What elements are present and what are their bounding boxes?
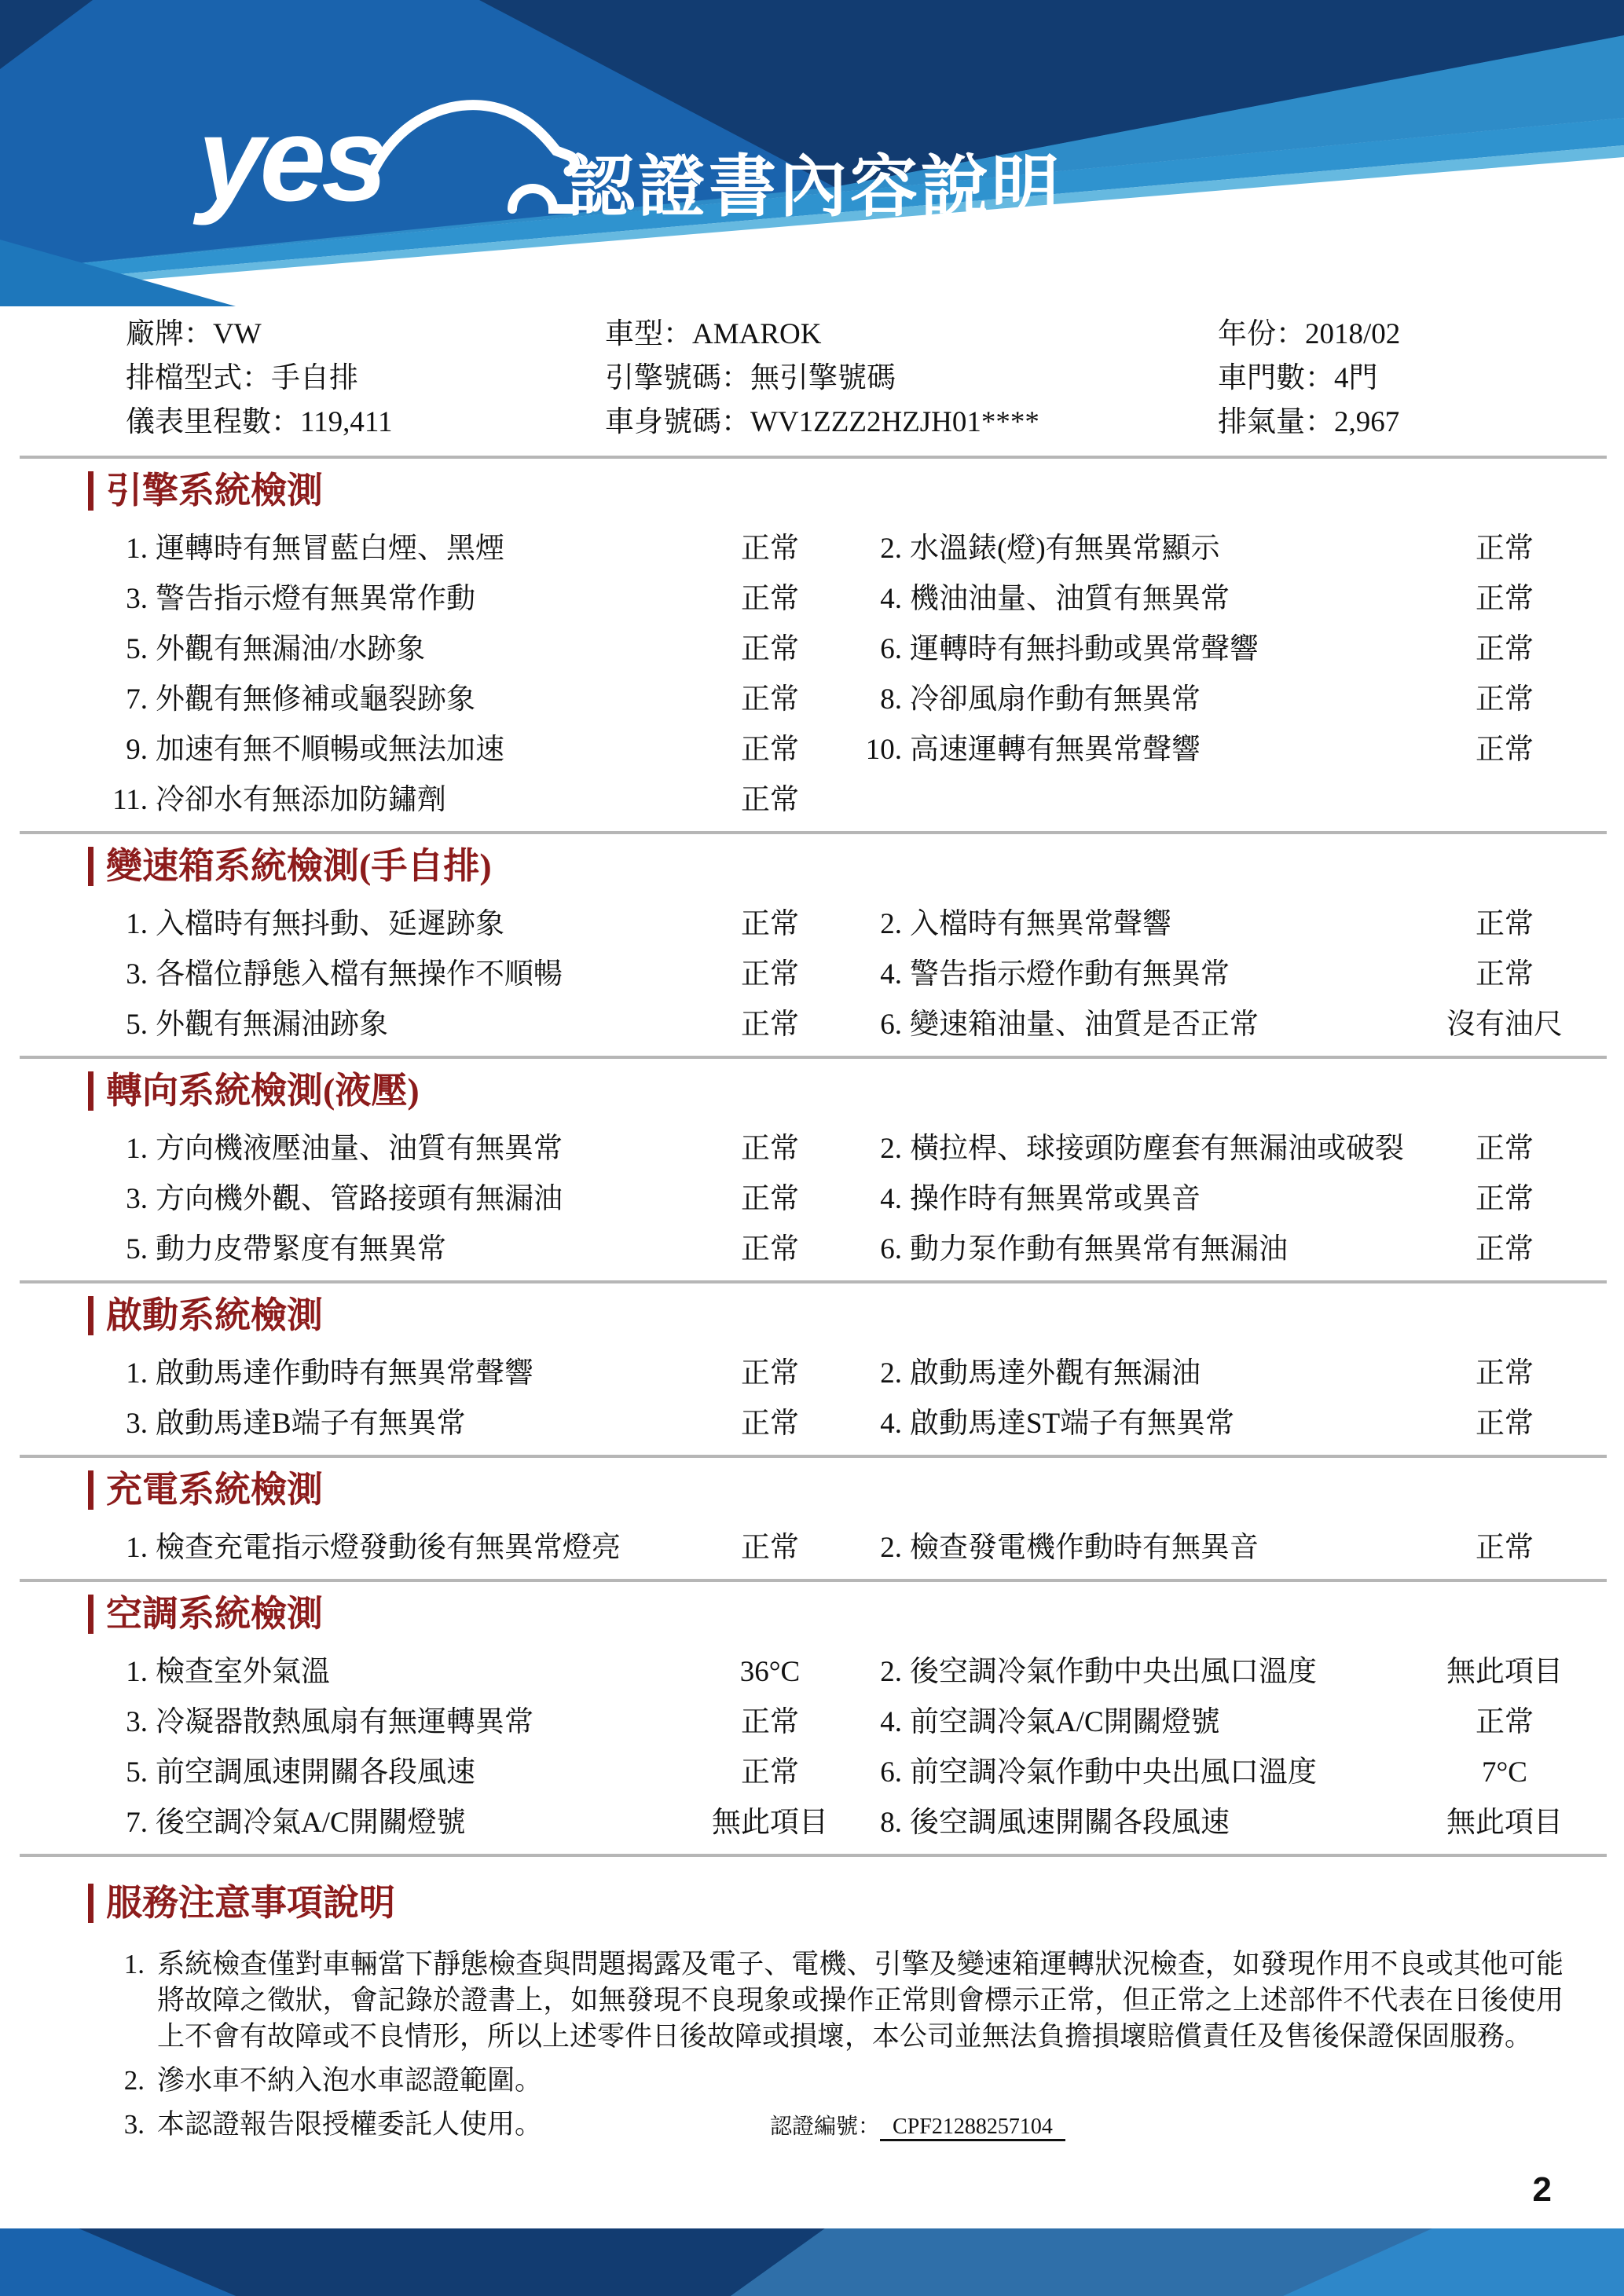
item-number: 9. — [126, 734, 148, 766]
item-result: 正常 — [741, 1133, 799, 1165]
vehicle-info-cell — [1218, 357, 1624, 401]
item-result: 正常 — [1476, 958, 1534, 991]
item-number: 5. — [126, 633, 148, 665]
info-label: 排檔型式： — [126, 362, 271, 394]
item-label: 冷卻風扇作動有無異常 — [910, 683, 1201, 716]
item-number: 3. — [126, 1183, 148, 1215]
item-result: 無此項目 — [1446, 1807, 1563, 1839]
info-label: 廠牌： — [126, 318, 213, 350]
item-result: 正常 — [741, 533, 799, 565]
item-number: 2. — [880, 1656, 902, 1688]
item-number: 2. — [880, 908, 902, 940]
item-result: 正常 — [1476, 1408, 1534, 1440]
check-item — [856, 906, 1583, 943]
item-result: 正常 — [741, 958, 799, 991]
footer-banner — [0, 2228, 1624, 2296]
check-item — [102, 1755, 849, 1791]
check-item — [102, 782, 849, 818]
item-label: 警告指示燈有無異常作動 — [156, 583, 475, 615]
check-item — [856, 1181, 1583, 1218]
item-label: 啟動馬達作動時有無異常聲響 — [156, 1357, 533, 1390]
item-number: 3. — [126, 583, 148, 615]
note-item — [104, 1946, 1624, 2055]
item-label: 入檔時有無異常聲響 — [910, 908, 1171, 940]
item-result: 正常 — [741, 1357, 799, 1390]
item-result: 正常 — [741, 1532, 799, 1564]
header-title: 認證書內容說明 — [567, 149, 1062, 225]
vehicle-info-cell — [126, 401, 605, 445]
item-number: 5. — [126, 1009, 148, 1041]
item-label: 檢查室外氣溫 — [156, 1656, 330, 1688]
section-divider — [20, 831, 1607, 834]
section-divider — [20, 456, 1607, 459]
section-divider — [20, 1280, 1607, 1283]
check-item — [856, 732, 1583, 768]
item-number: 6. — [880, 1756, 902, 1789]
check-item — [856, 632, 1583, 668]
check-item — [102, 581, 849, 617]
note-item — [104, 2107, 1624, 2145]
info-value: 4門 — [1334, 362, 1378, 394]
section-title — [88, 1595, 1624, 1634]
check-item — [856, 1007, 1583, 1043]
item-label: 入檔時有無抖動、延遲跡象 — [156, 908, 504, 940]
info-label: 引擎號碼： — [605, 362, 750, 394]
check-item — [856, 1131, 1583, 1167]
header-banner — [0, 0, 1624, 306]
check-item — [856, 682, 1583, 718]
item-number: 4. — [880, 1706, 902, 1738]
item-result: 正常 — [741, 1756, 799, 1789]
item-label: 變速箱油量、油質是否正常 — [910, 1009, 1259, 1041]
section-divider — [20, 1854, 1607, 1857]
item-number: 7. — [126, 683, 148, 716]
item-number: 8. — [880, 1807, 902, 1839]
section-title-text: 變速箱系統檢測(手自排) — [106, 846, 492, 886]
item-number: 4. — [880, 958, 902, 991]
item-result: 36°C — [739, 1656, 801, 1688]
check-item — [856, 1530, 1583, 1566]
vehicle-info — [126, 313, 1624, 445]
item-result: 正常 — [1476, 1706, 1534, 1738]
item-label: 後空調風速開關各段風速 — [910, 1807, 1230, 1839]
section-title-bar — [88, 471, 93, 511]
section-steering — [0, 1071, 1624, 1268]
check-item — [856, 1805, 1583, 1841]
item-result: 正常 — [741, 633, 799, 665]
vehicle-info-cell — [605, 357, 1218, 401]
item-label: 加速有無不順暢或無法加速 — [156, 734, 504, 766]
vehicle-info-cell — [605, 401, 1218, 445]
section-title-text: 轉向系統檢測(液壓) — [106, 1071, 420, 1111]
section-starting — [0, 1296, 1624, 1442]
item-label: 動力泵作動有無異常有無漏油 — [910, 1233, 1288, 1265]
item-result: 正常 — [741, 683, 799, 716]
check-item — [856, 1705, 1583, 1741]
check-item — [856, 1755, 1583, 1791]
section-divider — [20, 1579, 1607, 1582]
section-aircon — [0, 1595, 1624, 1841]
check-item — [856, 1232, 1583, 1268]
check-item — [102, 1654, 849, 1690]
section-title — [88, 1884, 1624, 1923]
item-label: 前空調風速開關各段風速 — [156, 1756, 475, 1789]
yes-logo-text: yes — [198, 93, 383, 226]
item-number: 5. — [126, 1233, 148, 1265]
section-title — [88, 471, 1624, 511]
item-result: 正常 — [741, 1009, 799, 1041]
item-number: 7. — [126, 1807, 148, 1839]
section-title — [88, 847, 1624, 886]
item-label: 啟動馬達ST端子有無異常 — [910, 1408, 1235, 1440]
check-item — [102, 1131, 849, 1167]
section-charging — [0, 1470, 1624, 1566]
item-number: 10. — [865, 734, 902, 766]
section-title-text: 充電系統檢測 — [106, 1470, 323, 1510]
item-result: 正常 — [1476, 734, 1534, 766]
item-result: 正常 — [741, 1233, 799, 1265]
check-item — [102, 1181, 849, 1218]
section-items — [102, 1654, 1624, 1841]
item-label: 檢查發電機作動時有無異音 — [910, 1532, 1259, 1564]
info-value: 2018/02 — [1305, 318, 1401, 350]
item-result: 正常 — [1476, 633, 1534, 665]
item-label: 水溫錶(燈)有無異常顯示 — [910, 533, 1220, 565]
section-title-text: 服務注意事項說明 — [106, 1883, 395, 1923]
item-label: 警告指示燈作動有無異常 — [910, 958, 1230, 991]
section-items — [102, 531, 1624, 818]
item-number: 2. — [880, 533, 902, 565]
yes-logo — [198, 93, 567, 250]
section-title-bar — [88, 1470, 93, 1510]
item-label: 高速運轉有無異常聲響 — [910, 734, 1201, 766]
info-label: 車門數： — [1218, 362, 1334, 394]
item-result: 正常 — [1476, 1357, 1534, 1390]
check-item — [102, 906, 849, 943]
section-title — [88, 1296, 1624, 1335]
item-result: 7°C — [1482, 1756, 1527, 1789]
info-value: 手自排 — [271, 362, 358, 394]
item-label: 運轉時有無冒藍白煙、黑煙 — [156, 533, 504, 565]
item-result: 正常 — [1476, 1532, 1534, 1564]
certification-number: CPF21288257104 — [880, 2115, 1065, 2141]
section-title-bar — [88, 1071, 93, 1111]
info-label: 排氣量： — [1218, 406, 1334, 438]
section-title — [88, 1470, 1624, 1510]
section-items — [102, 1530, 1624, 1566]
item-number: 1. — [126, 533, 148, 565]
vehicle-info-cell — [1218, 313, 1624, 357]
content — [0, 313, 1624, 2145]
item-number: 4. — [880, 1183, 902, 1215]
note-number: 1. — [123, 1949, 145, 1979]
item-result: 正常 — [741, 908, 799, 940]
item-number: 3. — [126, 1408, 148, 1440]
item-number: 8. — [880, 683, 902, 716]
check-item — [102, 1705, 849, 1741]
item-number: 4. — [880, 583, 902, 615]
item-label: 外觀有無漏油跡象 — [156, 1009, 388, 1041]
check-item — [856, 531, 1583, 567]
item-label: 機油油量、油質有無異常 — [910, 583, 1230, 615]
note-number: 2. — [123, 2065, 145, 2096]
info-value: WV1ZZZ2HZJH01**** — [750, 406, 1039, 438]
section-items — [102, 1356, 1624, 1442]
info-value: 119,411 — [300, 406, 393, 438]
item-label: 方向機液壓油量、油質有無異常 — [156, 1133, 563, 1165]
item-number: 2. — [880, 1532, 902, 1564]
section-title-bar — [88, 1884, 93, 1923]
check-item — [102, 732, 849, 768]
item-number: 3. — [126, 958, 148, 991]
item-label: 前空調冷氣A/C開關燈號 — [910, 1706, 1220, 1738]
certification-label: 認證編號： — [770, 2115, 881, 2139]
info-value: VW — [213, 318, 262, 350]
item-result: 無此項目 — [712, 1807, 828, 1839]
item-label: 啟動馬達外觀有無漏油 — [910, 1357, 1201, 1390]
item-label: 動力皮帶緊度有無異常 — [156, 1233, 446, 1265]
check-item — [102, 1406, 849, 1442]
item-result: 正常 — [741, 1183, 799, 1215]
item-number: 6. — [880, 633, 902, 665]
item-result: 正常 — [741, 734, 799, 766]
section-items — [102, 1131, 1624, 1268]
check-item — [102, 531, 849, 567]
item-label: 運轉時有無抖動或異常聲響 — [910, 633, 1259, 665]
check-item — [102, 1232, 849, 1268]
vehicle-info-cell — [605, 313, 1218, 357]
note-item — [104, 2063, 1624, 2099]
info-label: 年份： — [1218, 318, 1305, 350]
section-title-text: 空調系統檢測 — [106, 1594, 323, 1634]
note-text: 滲水車不納入泡水車認證範圍。 — [157, 2065, 543, 2096]
inspection-sections — [0, 471, 1624, 1857]
item-label: 橫拉桿、球接頭防塵套有無漏油或破裂 — [910, 1133, 1404, 1165]
item-result: 沒有油尺 — [1446, 1009, 1563, 1041]
check-item — [102, 1007, 849, 1043]
item-result: 正常 — [741, 583, 799, 615]
item-label: 啟動馬達B端子有無異常 — [156, 1408, 466, 1440]
vehicle-info-cell — [126, 313, 605, 357]
item-number: 1. — [126, 908, 148, 940]
item-result: 正常 — [1476, 1133, 1534, 1165]
section-divider — [20, 1455, 1607, 1458]
item-label: 外觀有無修補或龜裂跡象 — [156, 683, 475, 716]
item-result: 正常 — [1476, 583, 1534, 615]
section-title-text: 啟動系統檢測 — [106, 1295, 323, 1335]
note-text: 系統檢查僅對車輛當下靜態檢查與問題揭露及電子、電機、引擎及變速箱運轉狀況檢查，如發現作用不良或其他可能將故障之徵狀，會記錄於證書上，如無發現不良現象或操作正常則會標示正常，但正常之上述部件不代表在日後使用上不會有故障或不良情形，所以上述零件日後故障或損壞，本公司並無法負擔損壞賠償責任及售後保證保固服務。 — [157, 1949, 1564, 2052]
item-number: 6. — [880, 1233, 902, 1265]
item-label: 冷凝器散熱風扇有無運轉異常 — [156, 1706, 533, 1738]
item-number: 2. — [880, 1133, 902, 1165]
section-transmission — [0, 847, 1624, 1043]
item-number: 3. — [126, 1706, 148, 1738]
section-items — [102, 906, 1624, 1043]
info-label: 儀表里程數： — [126, 406, 300, 438]
item-result: 無此項目 — [1446, 1656, 1563, 1688]
car-outline-icon — [363, 85, 583, 234]
item-number: 1. — [126, 1133, 148, 1165]
item-number: 1. — [126, 1532, 148, 1564]
note-text: 本認證報告限授權委託人使用。 — [157, 2109, 543, 2140]
check-item — [102, 1356, 849, 1392]
item-result: 正常 — [741, 1408, 799, 1440]
certification-number-line — [770, 2109, 1065, 2145]
info-value: 無引擎號碼 — [750, 362, 896, 394]
check-item — [856, 957, 1583, 993]
item-label: 冷卻水有無添加防鏽劑 — [156, 784, 446, 816]
check-item — [102, 1805, 849, 1841]
item-number: 6. — [880, 1009, 902, 1041]
item-result: 正常 — [741, 784, 799, 816]
check-item — [102, 632, 849, 668]
info-label: 車身號碼： — [605, 406, 750, 438]
item-number: 4. — [880, 1408, 902, 1440]
check-item — [102, 957, 849, 993]
section-title-bar — [88, 1595, 93, 1634]
item-result: 正常 — [1476, 908, 1534, 940]
item-result: 正常 — [1476, 533, 1534, 565]
item-label: 檢查充電指示燈發動後有無異常燈亮 — [156, 1532, 621, 1564]
item-result: 正常 — [1476, 1183, 1534, 1215]
note-number: 3. — [123, 2109, 145, 2140]
item-number: 1. — [126, 1656, 148, 1688]
item-result: 正常 — [741, 1706, 799, 1738]
item-number: 5. — [126, 1756, 148, 1789]
footer-banner-graphic — [0, 2228, 1624, 2296]
vehicle-info-cell — [126, 357, 605, 401]
section-engine — [0, 471, 1624, 818]
service-notes-section — [0, 1884, 1624, 2145]
check-item — [856, 1356, 1583, 1392]
check-item — [856, 581, 1583, 617]
item-label: 操作時有無異常或異音 — [910, 1183, 1201, 1215]
section-title-bar — [88, 1296, 93, 1335]
check-item — [856, 1654, 1583, 1690]
item-label: 各檔位靜態入檔有無操作不順暢 — [156, 958, 563, 991]
info-value: AMAROK — [692, 318, 822, 350]
item-label: 方向機外觀、管路接頭有無漏油 — [156, 1183, 563, 1215]
section-divider — [20, 1056, 1607, 1059]
check-item — [102, 682, 849, 718]
item-label: 前空調冷氣作動中央出風口溫度 — [910, 1756, 1317, 1789]
item-number: 1. — [126, 1357, 148, 1390]
info-value: 2,967 — [1334, 406, 1400, 438]
check-item — [102, 1530, 849, 1566]
section-title — [88, 1071, 1624, 1111]
vehicle-info-cell — [1218, 401, 1624, 445]
check-item — [856, 1406, 1583, 1442]
item-label: 外觀有無漏油/水跡象 — [156, 633, 426, 665]
info-label: 車型： — [605, 318, 692, 350]
section-title-text: 引擎系統檢測 — [106, 471, 323, 511]
item-label: 後空調冷氣A/C開關燈號 — [156, 1807, 466, 1839]
item-number: 2. — [880, 1357, 902, 1390]
item-result: 正常 — [1476, 1233, 1534, 1265]
section-title-bar — [88, 847, 93, 886]
item-label: 後空調冷氣作動中央出風口溫度 — [910, 1656, 1317, 1688]
item-number: 11. — [112, 784, 148, 816]
item-result: 正常 — [1476, 683, 1534, 716]
page-number: 2 — [1532, 2170, 1552, 2209]
